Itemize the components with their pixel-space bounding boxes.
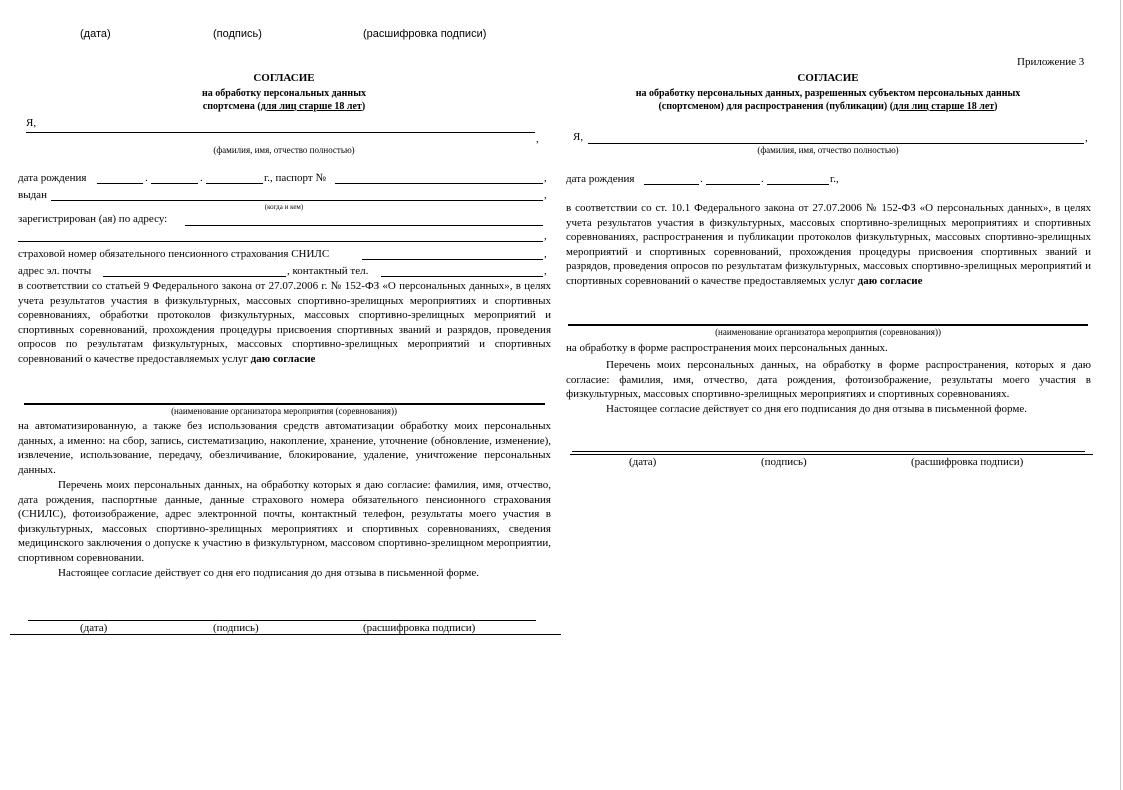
left-email-field[interactable] — [103, 276, 286, 277]
right-dob-end: г., — [830, 173, 839, 185]
left-subtitle-2-post: ) — [361, 101, 366, 112]
right-consent-text: в соответствии со ст. 10.1 Федерального закона от 27.07.2006 № 152-ФЗ «О персональных данных», в целях учета результатов участия в физкультурных, массовых спортивно-зрелищных мероприятиях и спортивных соревнованиях, распространения и публикации протоколов физкультурных, массовых спортивно-зрелищных мероприятий и спортивных соревнований, прохождения процедуры присвоения спортивных званий и разрядов, проведения опросов по результатам физкультурных, массовых спортивно-зрелищных мероприятий и спортивных соревнований о качестве предоставляемых услуг — [566, 202, 1091, 287]
left-signature-line[interactable] — [28, 620, 536, 621]
left-validity-paragraph — [18, 566, 551, 581]
right-consent-paragraph — [566, 201, 1091, 289]
left-fio-field[interactable] — [26, 132, 535, 133]
right-sig-decode-label: (расшифровка подписи) — [911, 456, 1024, 468]
left-address-field[interactable] — [185, 225, 543, 226]
left-consent-paragraph — [18, 279, 551, 367]
right-fio-comma: , — [1085, 132, 1088, 144]
left-passport-comma: , — [544, 172, 547, 184]
left-organizer-field[interactable] — [24, 403, 545, 405]
right-signature-line[interactable] — [572, 451, 1085, 452]
left-passport-field[interactable] — [335, 183, 543, 184]
left-subtitle-2-pre: спортсмена ( — [202, 101, 261, 112]
right-validity-paragraph — [566, 402, 1091, 417]
right-data-list-paragraph — [566, 358, 1091, 402]
right-data-list-text: Перечень моих персональных данных, на обработку в форме распространения, которых я даю согласие: фамилия, имя, отчество, дата рождения, фотоизображение, результаты моего участия в физкультурных, массовых спортивно-зрелищных мероприятиях и спортивных соревнованиях. — [566, 359, 1091, 401]
right-subtitle: на обработку персональных данных, разрешенных субъектом персональных данных — [635, 88, 1021, 99]
right-consent-bold: даю согласие — [857, 274, 923, 287]
left-address-comma: , — [544, 230, 547, 242]
left-snils-comma: , — [544, 248, 547, 260]
right-signature-line-2 — [570, 454, 1093, 455]
right-fio-field[interactable] — [588, 143, 1084, 144]
left-processing-paragraph: на автоматизированную, а также без использования средств автоматизации обработку моих персональных данных, а именно: на сбор, запись, систематизацию, накопление, хранение, уточнение (обновление, изменение), извлечение, использование, передачу, обезличивание, блокирование, удаление, уничтожение персональных данных. — [18, 420, 551, 476]
left-bottom-rule — [10, 634, 561, 635]
left-phone-comma: , — [544, 265, 547, 277]
right-validity-text: Настоящее согласие действует со дня его подписания до дня отзыва в письменной форме. — [606, 403, 1027, 415]
page-edge — [1120, 0, 1121, 790]
right-fio-hint: (фамилия, имя, отчество полностью) — [757, 145, 899, 155]
left-issued-hint: (когда и кем) — [264, 203, 304, 211]
left-title: СОГЛАСИЕ — [253, 72, 315, 84]
left-data-list-text: Перечень моих персональных данных, на обработку которых я даю согласие: фамилия, имя, отчество, дата рождения, паспортные данные, данные страхового номера обязательного пенсионного страхования (СНИЛС), фотоизображение, адрес электронной почты, контактный телефон, результаты моего участия в физкультурных, массовых спортивно-зрелищных мероприятиях и спортивных соревнованиях, сведения медицинского заключения о допуске к участию в физкультурном, массовом спортивно-зрелищном мероприятии, спортивном соревновании. — [18, 479, 551, 564]
left-snils-label: страховой номер обязательного пенсионного страхования СНИЛС — [18, 248, 330, 260]
left-email-label: адрес эл. почты — [18, 265, 92, 277]
right-subtitle-2-pre: (спортсменом) для распространения (публикации) ( — [658, 101, 894, 112]
left-dob-dot-2: . — [200, 172, 203, 184]
left-issued-label: выдан — [18, 189, 47, 201]
left-dob-dot-1: . — [145, 172, 148, 184]
right-title: СОГЛАСИЕ — [797, 72, 859, 84]
appendix-label: Приложение 3 — [1017, 56, 1085, 68]
left-issued-comma: , — [544, 189, 547, 201]
right-subtitle-2-post: ) — [994, 101, 998, 112]
left-passport-label: г., паспорт № — [264, 172, 326, 184]
right-ya-label: Я, — [573, 131, 584, 143]
left-phone-field[interactable] — [381, 276, 543, 277]
right-age-note: для лиц старше 18 лет — [893, 101, 995, 112]
left-sig-sign-label: (подпись) — [213, 622, 259, 634]
left-ya-label: Я, — [26, 117, 37, 129]
top-signature-label: (подпись) — [213, 28, 262, 40]
right-dob-dot-2: . — [761, 173, 764, 185]
left-sig-decode-label: (расшифровка подписи) — [363, 622, 476, 634]
left-dob-label: дата рождения — [18, 172, 87, 184]
right-form-line: на обработку в форме распространения моих персональных данных. — [566, 342, 888, 354]
right-organizer-hint: (наименование организатора мероприятия (соревнования)) — [715, 327, 941, 337]
left-issued-field[interactable] — [51, 200, 543, 201]
left-dob-month-field[interactable] — [151, 183, 198, 184]
right-dob-dot-1: . — [700, 173, 703, 185]
left-phone-label: , контактный тел. — [287, 265, 369, 277]
left-consent-bold: даю согласие — [250, 352, 316, 365]
left-fio-comma: , — [536, 133, 539, 145]
left-age-note: для лиц старше 18 лет — [260, 101, 362, 112]
left-dob-year-field[interactable] — [206, 183, 263, 184]
right-dob-day-field[interactable] — [644, 184, 699, 185]
right-dob-label: дата рождения — [566, 173, 635, 185]
left-fio-hint: (фамилия, имя, отчество полностью) — [213, 145, 355, 155]
right-subtitle-2 — [566, 101, 1090, 112]
right-sig-date-label: (дата) — [629, 456, 657, 468]
left-address-field-2[interactable] — [18, 241, 543, 242]
left-subtitle: на обработку персональных данных — [202, 88, 366, 99]
right-organizer-field[interactable] — [568, 324, 1088, 326]
left-snils-field[interactable] — [362, 259, 543, 260]
top-date-label: (дата) — [80, 28, 111, 40]
left-subtitle-2 — [18, 101, 550, 112]
right-dob-year-field[interactable] — [767, 184, 829, 185]
left-organizer-hint: (наименование организатора мероприятия (соревнования)) — [171, 406, 397, 416]
left-validity-text: Настоящее согласие действует со дня его подписания до дня отзыва в письменной форме. — [58, 567, 479, 579]
left-consent-text: в соответствии со статьей 9 Федерального закона от 27.07.2006 г. № 152-ФЗ «О персональных данных», в целях учета результатов участия в физкультурных, массовых спортивно-зрелищных мероприятиях и спортивных соревнованиях, обработки протоколов физкультурных, массовых спортивно-зрелищных мероприятий и спортивных соревнований, прохождения процедуры присвоения спортивных званий и разрядов, проведения опросов по результатам физкультурных, массовых спортивно-зрелищных мероприятий и спортивных соревнований о качестве предоставляемых услуг — [18, 280, 551, 365]
left-dob-day-field[interactable] — [97, 183, 143, 184]
right-dob-month-field[interactable] — [706, 184, 760, 185]
left-sig-date-label: (дата) — [80, 622, 108, 634]
top-signature-decode-label: (расшифровка подписи) — [363, 28, 487, 40]
right-sig-sign-label: (подпись) — [761, 456, 807, 468]
left-address-label: зарегистрирован (ая) по адресу: — [18, 213, 168, 225]
left-data-list-paragraph — [18, 478, 551, 566]
